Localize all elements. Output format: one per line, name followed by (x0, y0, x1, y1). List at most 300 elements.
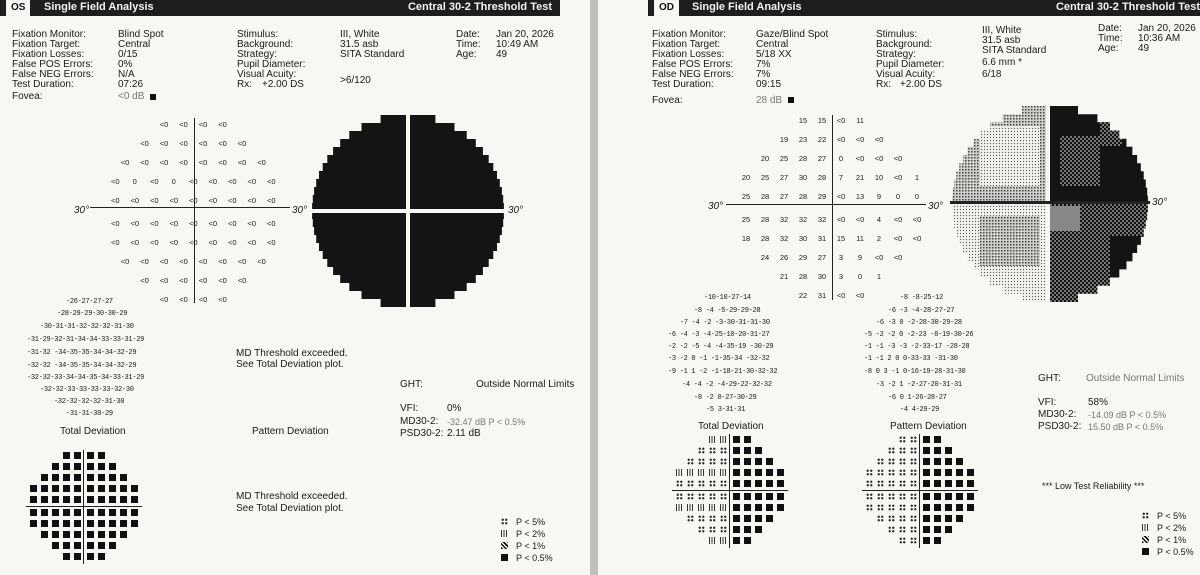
probability-symbol (52, 531, 59, 538)
threshold-value: 28 (760, 234, 770, 243)
threshold-value: 26 (779, 253, 789, 262)
probability-symbol (967, 504, 974, 511)
probability-symbol (934, 447, 941, 454)
od-td-row-9: -5 3-31-31 (706, 406, 746, 414)
probability-symbol (967, 493, 974, 500)
probability-symbol (744, 469, 751, 476)
time-value: 10:49 AM (496, 39, 539, 50)
probability-symbol (709, 469, 716, 476)
false-neg-label: False NEG Errors: (12, 69, 94, 80)
probability-symbol (109, 509, 116, 516)
probability-symbol (74, 542, 81, 549)
probability-symbol (709, 436, 716, 443)
probability-symbol (720, 436, 727, 443)
probability-symbol (967, 480, 974, 487)
time-value: 10:36 AM (1138, 33, 1181, 44)
legend-p1-icon (1142, 536, 1149, 543)
probability-symbol (923, 504, 930, 511)
threshold-value: 9 (857, 253, 863, 262)
probability-symbol (52, 542, 59, 549)
threshold-value: 23 (798, 135, 808, 144)
probability-symbol (733, 493, 740, 500)
background-label: Background: (876, 39, 933, 50)
threshold-value: <0 (159, 158, 169, 167)
threshold-value: <0 (855, 154, 865, 163)
probability-symbol (910, 480, 917, 487)
probability-symbol (956, 515, 963, 522)
od-pd-row-3: -5 -2 -2 0 -2-23 -8-19-30-26 (864, 331, 974, 339)
probability-symbol (899, 469, 906, 476)
probability-symbol (877, 480, 884, 487)
date-value: Jan 20, 2026 (1138, 23, 1196, 34)
probability-symbol (687, 480, 694, 487)
probability-symbol (41, 485, 48, 492)
false-pos-label: False POS Errors: (652, 59, 734, 70)
od-pd-row-2: -6 -3 0 -2-28-30-29-28 (876, 319, 962, 327)
probability-symbol (709, 480, 716, 487)
probability-symbol (777, 469, 784, 476)
threshold-value: 15 (817, 116, 827, 125)
threshold-value: 4 (876, 215, 882, 224)
threshold-value: 32 (817, 215, 827, 224)
threshold-value: 28 (760, 192, 770, 201)
od-grayscale-horizontal-line (950, 201, 1150, 204)
threshold-value: <0 (198, 139, 208, 148)
probability-symbol (63, 496, 70, 503)
os-td-row-4: -31-32 -34-35-35-34-34-32-29 (27, 349, 137, 357)
threshold-value: 10 (874, 173, 884, 182)
probability-symbol (945, 469, 952, 476)
threshold-value: 32 (779, 215, 789, 224)
probability-symbol (131, 509, 138, 516)
axis-label-left: 30° (74, 205, 90, 216)
probability-symbol (744, 458, 751, 465)
probability-symbol (109, 542, 116, 549)
threshold-value: <0 (198, 257, 208, 266)
probability-symbol (98, 474, 105, 481)
probability-vertical-axis (729, 434, 730, 548)
vfi-value: 58% (1088, 397, 1109, 408)
threshold-value: 20 (760, 154, 770, 163)
od-pattern-deviation-label: Pattern Deviation (890, 421, 967, 432)
probability-symbol (934, 515, 941, 522)
probability-symbol (923, 480, 930, 487)
threshold-value: 25 (760, 173, 770, 182)
date-value: Jan 20, 2026 (496, 29, 554, 40)
probability-symbol (41, 496, 48, 503)
axis-label-left: 30° (708, 201, 724, 212)
psd-label: PSD30-2: (400, 428, 444, 439)
probability-symbol (87, 520, 94, 527)
probability-symbol (956, 504, 963, 511)
threshold-value: 25 (779, 154, 789, 163)
os-grayscale-plot (308, 115, 508, 307)
threshold-value: <0 (110, 177, 120, 186)
probability-symbol (733, 504, 740, 511)
page-gutter (590, 0, 598, 575)
legend-p2-label: P < 2% (1157, 523, 1187, 533)
probability-symbol (945, 480, 952, 487)
report-title: Single Field Analysis (692, 1, 802, 13)
threshold-value: 27 (817, 154, 827, 163)
threshold-value: 27 (779, 192, 789, 201)
probability-symbol (98, 496, 105, 503)
threshold-value: <0 (836, 135, 846, 144)
probability-symbol (698, 447, 705, 454)
threshold-value: 1 (876, 272, 882, 281)
probability-symbol (755, 447, 762, 454)
threshold-value: <0 (893, 173, 903, 182)
probability-symbol (967, 469, 974, 476)
probability-symbol (733, 469, 740, 476)
probability-symbol (744, 526, 751, 533)
threshold-value: <0 (188, 196, 198, 205)
threshold-value: 19 (779, 135, 789, 144)
probability-symbol (120, 474, 127, 481)
probability-symbol (87, 463, 94, 470)
false-neg-label: False NEG Errors: (652, 69, 734, 80)
psd-value: 15.50 dB P < 0.5% (1088, 422, 1164, 432)
fovea-value: 28 dB (756, 95, 783, 106)
probability-symbol (109, 520, 116, 527)
probability-symbol (687, 458, 694, 465)
threshold-value: 32 (798, 215, 808, 224)
probability-symbol (676, 493, 683, 500)
probability-symbol (755, 504, 762, 511)
probability-symbol (98, 452, 105, 459)
threshold-value: <0 (140, 257, 149, 266)
probability-symbol (63, 452, 70, 459)
od-report-sheet (598, 0, 1200, 575)
probability-symbol (755, 480, 762, 487)
probability-symbol (956, 493, 963, 500)
legend-p2-icon (501, 530, 508, 537)
probability-symbol (923, 458, 930, 465)
probability-symbol (934, 504, 941, 511)
test-duration-value: 09:15 (756, 79, 782, 90)
probability-symbol (109, 463, 116, 470)
threshold-value: <0 (836, 192, 846, 201)
probability-symbol (744, 504, 751, 511)
false-neg-value: 7% (756, 69, 771, 80)
threshold-value: 31 (817, 291, 827, 300)
age-value: 49 (496, 49, 508, 60)
os-td-row-7: -32-32-33-33-33-33-32-30 (40, 386, 134, 394)
probability-horizontal-axis (26, 506, 142, 507)
probability-symbol (52, 463, 59, 470)
probability-symbol (687, 504, 694, 511)
threshold-value: 22 (798, 291, 808, 300)
stimulus-label: Stimulus: (876, 29, 918, 40)
threshold-value: <0 (149, 196, 159, 205)
strategy-label: Strategy: (237, 49, 278, 60)
probability-symbol (709, 537, 716, 544)
probability-symbol (888, 504, 895, 511)
rx-label: Rx: (237, 79, 252, 90)
threshold-value: <0 (836, 215, 846, 224)
probability-symbol (910, 526, 917, 533)
strategy-label: Strategy: (876, 49, 917, 60)
probability-symbol (766, 469, 773, 476)
ght-label: GHT: (1038, 373, 1061, 384)
probability-symbol (709, 526, 716, 533)
legend-p05-icon (501, 554, 508, 561)
threshold-value: <0 (893, 253, 903, 262)
probability-symbol (866, 469, 873, 476)
probability-symbol (934, 480, 941, 487)
probability-symbol (899, 515, 906, 522)
threshold-value: <0 (110, 238, 120, 247)
fixation-monitor-label: Fixation Monitor: (12, 29, 86, 40)
probability-symbol (87, 485, 94, 492)
probability-symbol (63, 463, 70, 470)
probability-symbol (52, 474, 59, 481)
threshold-value: <0 (257, 257, 266, 266)
threshold-value: <0 (188, 219, 198, 228)
os-td-row-5: -32-32 -34-35-35-34-34-32-29 (27, 362, 137, 370)
threshold-value: <0 (237, 158, 247, 167)
probability-symbol (720, 447, 727, 454)
os-td-row-9: -31-31-30-29 (66, 410, 113, 418)
threshold-value: 25 (741, 192, 751, 201)
probability-symbol (888, 447, 895, 454)
probability-symbol (52, 520, 59, 527)
probability-symbol (744, 537, 751, 544)
threshold-value: <0 (227, 177, 237, 186)
threshold-value: <0 (912, 234, 922, 243)
threshold-value: <0 (247, 177, 257, 186)
background-value: 31.5 asb (982, 35, 1021, 46)
probability-symbol (956, 480, 963, 487)
time-label: Time: (1098, 33, 1123, 44)
background-label: Background: (237, 39, 294, 50)
threshold-value: <0 (179, 257, 188, 266)
probability-symbol (30, 509, 37, 516)
probability-symbol (733, 480, 740, 487)
threshold-value: 11 (856, 234, 864, 243)
threshold-value: <0 (198, 158, 208, 167)
background-value: 31.5 asb (340, 39, 379, 50)
rx-value: +2.00 DS (262, 79, 304, 90)
probability-symbol (720, 480, 727, 487)
threshold-value: <0 (149, 177, 159, 186)
probability-horizontal-axis (862, 490, 978, 491)
md-note-3: MD Threshold exceeded. (236, 491, 348, 502)
threshold-value: <0 (179, 120, 188, 129)
probability-symbol (877, 493, 884, 500)
rx-label: Rx: (876, 79, 891, 90)
legend-p05-icon (1142, 548, 1149, 555)
probability-symbol (733, 436, 740, 443)
probability-symbol (98, 531, 105, 538)
fixation-losses-value: 0/15 (118, 49, 138, 60)
probability-symbol (934, 493, 941, 500)
threshold-value: <0 (120, 257, 130, 266)
threshold-value: <0 (218, 295, 227, 304)
threshold-value: 28 (817, 173, 827, 182)
threshold-value: 27 (817, 253, 827, 262)
fixation-target-label: Fixation Target: (12, 39, 81, 50)
date-label: Date: (1098, 23, 1122, 34)
pupil-diameter-label: Pupil Diameter: (876, 59, 945, 70)
probability-symbol (63, 520, 70, 527)
os-td-row-1: -28-29-29-30-30-29 (57, 310, 128, 318)
age-value: 49 (1138, 43, 1150, 54)
od-title-bar (648, 0, 1200, 16)
probability-symbol (733, 458, 740, 465)
probability-symbol (899, 526, 906, 533)
test-name: Central 30-2 Threshold Test (407, 1, 552, 13)
threshold-value: <0 (218, 257, 227, 266)
probability-symbol (98, 520, 105, 527)
psd-value: 2.11 dB (447, 428, 481, 439)
probability-symbol (733, 515, 740, 522)
legend-p5-label: P < 5% (1157, 511, 1187, 521)
threshold-value: 29 (798, 253, 808, 262)
od-grayscale-plot (950, 106, 1150, 302)
threshold-value: 22 (817, 135, 827, 144)
probability-symbol (120, 520, 127, 527)
horizontal-meridian (726, 204, 926, 205)
legend-p2-icon (1142, 524, 1149, 531)
report-title: Single Field Analysis (44, 1, 154, 13)
fixation-target-value: Central (756, 39, 789, 50)
threshold-value: 0 (132, 177, 137, 186)
os-td-row-0: -26-27-27-27 (66, 298, 113, 306)
od-td-row-7: -4 -4 -2 -4-29-22-32-32 (682, 381, 772, 389)
probability-symbol (744, 515, 751, 522)
probability-symbol (923, 526, 930, 533)
probability-symbol (910, 458, 917, 465)
threshold-value: <0 (169, 219, 179, 228)
threshold-value: <0 (218, 158, 227, 167)
threshold-value: <0 (179, 139, 188, 148)
low-reliability-note: *** Low Test Reliability *** (1042, 481, 1145, 491)
probability-symbol (52, 485, 59, 492)
os-td-row-6: -32-32-33-34-34-35-34-33-31-29 (27, 374, 145, 382)
os-td-row-3: -31-29-32-31-34-34-33-33-31-29 (27, 336, 145, 344)
probability-symbol (720, 493, 727, 500)
probability-symbol (720, 469, 727, 476)
probability-symbol (888, 469, 895, 476)
probability-symbol (720, 504, 727, 511)
probability-symbol (945, 526, 952, 533)
visual-acuity-label: Visual Acuity: (876, 69, 936, 80)
legend-p05-label: P < 0.5% (516, 553, 553, 563)
threshold-value: 31 (817, 234, 827, 243)
threshold-value: 28 (798, 154, 808, 163)
os-grayscale-horizontal-gap (308, 209, 508, 213)
probability-symbol (41, 509, 48, 516)
threshold-value: <0 (188, 238, 198, 247)
strategy-value: SITA Standard (982, 45, 1047, 56)
probability-symbol (923, 447, 930, 454)
test-duration-label: Test Duration: (652, 79, 714, 90)
fixation-target-value: Central (118, 39, 151, 50)
probability-symbol (87, 553, 94, 560)
threshold-value: <0 (266, 219, 276, 228)
probability-symbol (888, 526, 895, 533)
ght-value: Outside Normal Limits (1086, 373, 1185, 384)
probability-symbol (923, 493, 930, 500)
age-label: Age: (1098, 43, 1119, 54)
probability-symbol (888, 480, 895, 487)
probability-symbol (720, 537, 727, 544)
probability-symbol (899, 458, 906, 465)
probability-symbol (766, 493, 773, 500)
legend-p5-icon (501, 518, 508, 525)
threshold-value: <0 (237, 257, 247, 266)
fixation-monitor-value: Blind Spot (118, 29, 164, 40)
probability-symbol (109, 531, 116, 538)
fovea-label: Fovea: (652, 95, 683, 106)
eye-label: OS (6, 0, 30, 16)
threshold-value: <0 (130, 219, 140, 228)
visual-acuity-value: 6/18 (982, 69, 1002, 80)
probability-symbol (87, 452, 94, 459)
od-pd-row-4: -1 -1 -3 -3 -2-33-17 -28-28 (864, 343, 970, 351)
probability-symbol (910, 537, 917, 544)
od-total-deviation-label: Total Deviation (698, 421, 764, 432)
threshold-value: 7 (838, 173, 844, 182)
probability-symbol (709, 504, 716, 511)
probability-symbol (30, 496, 37, 503)
probability-symbol (956, 469, 963, 476)
fovea-label: Fovea: (12, 91, 43, 102)
probability-symbol (923, 436, 930, 443)
probability-symbol (30, 485, 37, 492)
probability-symbol (945, 458, 952, 465)
probability-symbol (676, 469, 683, 476)
threshold-value: <0 (110, 219, 120, 228)
probability-symbol (877, 469, 884, 476)
os-pattern-deviation-label: Pattern Deviation (252, 426, 329, 437)
threshold-value: <0 (179, 158, 188, 167)
threshold-value: 0 (895, 192, 901, 201)
probability-symbol (698, 515, 705, 522)
threshold-value: <0 (198, 120, 208, 129)
probability-symbol (877, 515, 884, 522)
legend-p1-icon (501, 542, 508, 549)
probability-symbol (698, 458, 705, 465)
probability-symbol (910, 469, 917, 476)
probability-symbol (687, 515, 694, 522)
threshold-value: 0 (171, 177, 176, 186)
threshold-value: 11 (856, 116, 864, 125)
os-total-deviation-label: Total Deviation (60, 426, 126, 437)
threshold-value: <0 (208, 238, 218, 247)
stimulus-label: Stimulus: (237, 29, 279, 40)
md-note-1: MD Threshold exceeded. (236, 348, 348, 359)
probability-symbol (910, 504, 917, 511)
threshold-value: <0 (247, 219, 257, 228)
threshold-value: 28 (760, 215, 770, 224)
probability-symbol (120, 496, 127, 503)
probability-symbol (866, 493, 873, 500)
threshold-value: 3 (838, 253, 844, 262)
probability-symbol (733, 526, 740, 533)
fixation-losses-label: Fixation Losses: (12, 49, 85, 60)
probability-symbol (766, 504, 773, 511)
threshold-value: <0 (247, 238, 257, 247)
probability-symbol (877, 504, 884, 511)
probability-symbol (63, 553, 70, 560)
probability-symbol (899, 480, 906, 487)
threshold-value: <0 (874, 253, 884, 262)
threshold-value: 20 (741, 173, 751, 182)
probability-symbol (934, 436, 941, 443)
threshold-value: <0 (874, 135, 884, 144)
